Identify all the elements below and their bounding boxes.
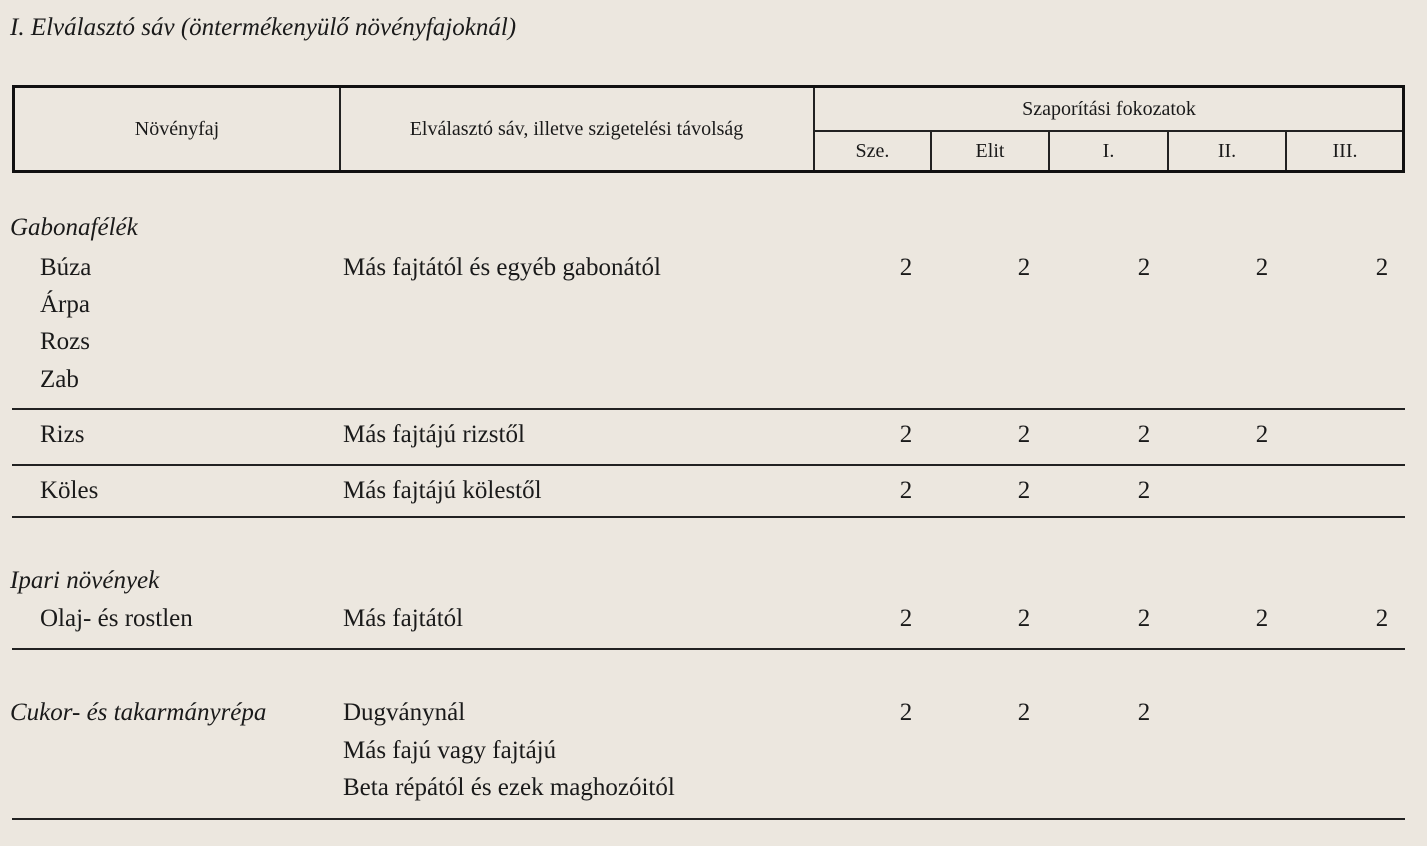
value-cell: 2 <box>1137 254 1151 281</box>
header-levels-title: Szaporítási fokozatok <box>1022 97 1196 120</box>
plant-name: Rozs <box>40 328 90 355</box>
header-level-sze: Sze. <box>855 139 890 162</box>
distance-text: Más fajtájú kölestől <box>343 477 542 504</box>
value-cell: 2 <box>1137 605 1151 632</box>
value-cell: 2 <box>899 477 913 504</box>
value-cell: 2 <box>1255 605 1269 632</box>
distance-text: Más fajtájú rizstől <box>343 421 525 448</box>
header-level-iii: III. <box>1332 139 1358 162</box>
row-divider <box>12 648 1405 650</box>
row-divider <box>12 516 1405 518</box>
category-repa: Cukor- és takarmányrépa <box>10 699 267 726</box>
header-level-i: I. <box>1102 139 1115 162</box>
header-level-ii: II. <box>1217 139 1237 162</box>
distance-text: Más fajtától <box>343 605 464 632</box>
distance-text: Más fajtától és egyéb gabonától <box>343 254 661 281</box>
value-cell: 2 <box>1137 477 1151 504</box>
plant-name: Árpa <box>40 291 90 318</box>
header-distance: Elválasztó sáv, illetve szigetelési távolság <box>409 117 744 140</box>
plant-name: Olaj- és rostlen <box>40 605 193 632</box>
value-cell: 2 <box>899 605 913 632</box>
value-cell: 2 <box>899 254 913 281</box>
row-divider <box>12 818 1405 820</box>
distance-text: Más fajú vagy fajtájú <box>343 737 557 764</box>
value-cell: 2 <box>1137 699 1151 726</box>
value-cell: 2 <box>1017 477 1031 504</box>
value-cell: 2 <box>1375 254 1389 281</box>
table-header <box>12 85 1405 173</box>
distance-text: Beta répától és ezek maghozóitól <box>343 774 675 801</box>
value-cell: 2 <box>899 421 913 448</box>
plant-name: Rizs <box>40 421 85 448</box>
category-gabona: Gabonafélék <box>10 214 138 241</box>
row-divider <box>12 408 1405 410</box>
value-cell: 2 <box>1137 421 1151 448</box>
value-cell: 2 <box>1017 605 1031 632</box>
distance-text: Dugványnál <box>343 699 466 726</box>
value-cell: 2 <box>1375 605 1389 632</box>
plant-name: Zab <box>40 366 79 393</box>
value-cell: 2 <box>899 699 913 726</box>
plant-name: Búza <box>40 254 92 281</box>
value-cell: 2 <box>1017 254 1031 281</box>
header-plant: Növényfaj <box>134 117 220 140</box>
value-cell: 2 <box>1255 421 1269 448</box>
value-cell: 2 <box>1017 421 1031 448</box>
header-level-elit: Elit <box>975 139 1005 162</box>
category-ipari: Ipari növények <box>10 567 160 594</box>
value-cell: 2 <box>1255 254 1269 281</box>
plant-name: Köles <box>40 477 99 504</box>
page-title: I. Elválasztó sáv (öntermékenyülő növényfajoknál) <box>10 14 517 41</box>
row-divider <box>12 464 1405 466</box>
value-cell: 2 <box>1017 699 1031 726</box>
